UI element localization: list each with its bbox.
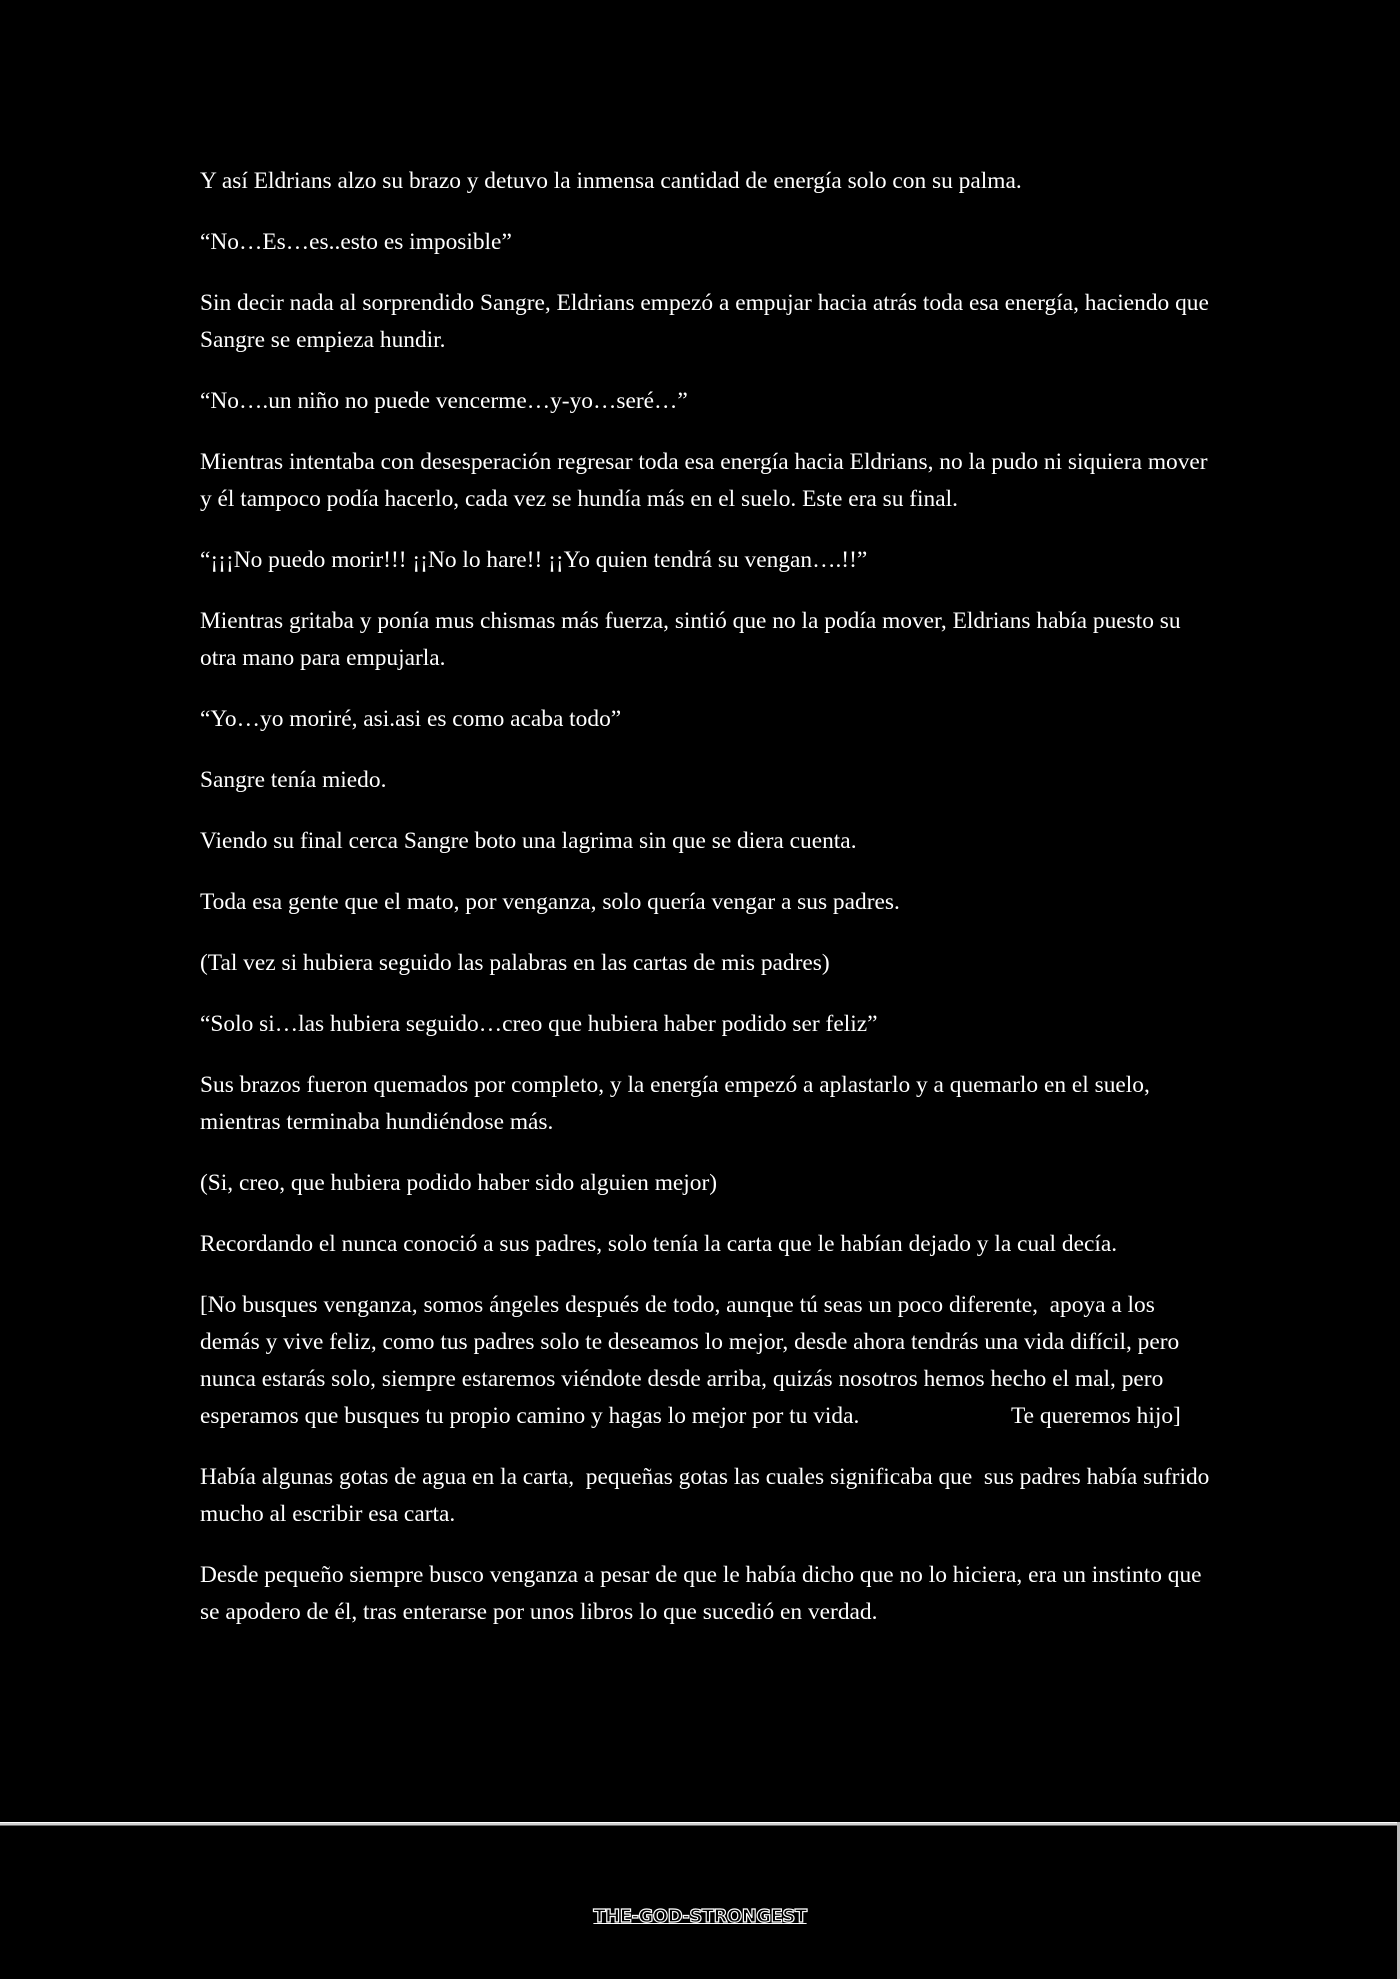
paragraph: (Tal vez si hubiera seguido las palabras en las cartas de mis padres) [200,950,830,976]
paragraph: Toda esa gente que el mato, por venganza, solo quería vengar a sus padres. [200,889,900,915]
paragraph: (Si, creo, que hubiera podido haber sido alguien mejor) [200,1170,718,1196]
paragraph: “Solo si…las hubiera seguido…creo que hubiera haber podido ser feliz” [200,1011,878,1037]
paragraph: Desde pequeño siempre busco venganza a pesar de que le había dicho que no lo hiciera, era un instinto que se apodero de él, tras enterarse por unos libros lo que sucedió en verdad. [200,1562,1208,1625]
paragraph: Sus brazos fueron quemados por completo, y la energía empezó a aplastarlo y a quemarlo en el suelo, mientras terminaba hundiéndose más. [200,1072,1156,1135]
paragraph: Viendo su final cerca Sangre boto una lagrima sin que se diera cuenta. [200,828,857,854]
footer-divider [0,1822,1400,1826]
paragraph: Y así Eldrians alzo su brazo y detuvo la inmensa cantidad de energía solo con su palma. [200,168,1022,194]
footer-brand-logo: THE-GOD-STRONGEST [593,1906,807,1927]
paragraph: “¡¡¡No puedo morir!!! ¡¡No lo hare!! ¡¡Yo quien tendrá su vengan….!!” [200,547,868,573]
letter-paragraph: [No busques venganza, somos ángeles después de todo, aunque tú seas un poco diferente, apoya a los demás y vive feliz, como tus padres solo te deseamos lo mejor, desde ahora tendrás una vida difícil, pero nunca estarás solo, siempre estaremos viéndote desde arriba, quizás nosotros hemos hecho el mal, pero esperamos que busques tu propio camino y hagas lo mejor por tu vida. Te queremos hijo] [200,1292,1186,1429]
paragraph: “No…Es…es..esto es imposible” [200,229,512,255]
paragraph: Sangre tenía miedo. [200,767,387,793]
paragraph: Mientras gritaba y ponía mus chismas más fuerza, sintió que no la podía mover, Eldrians había puesto su otra mano para empujarla. [200,608,1187,671]
paragraph: Sin decir nada al sorprendido Sangre, Eldrians empezó a empujar hacia atrás toda esa energía, haciendo que Sangre se empieza hundir. [200,290,1215,353]
paragraph: Mientras intentaba con desesperación regresar toda esa energía hacia Eldrians, no la pudo ni siquiera mover y él tampoco podía hacerlo, cada vez se hundía más en el suelo. Este era su final. [200,449,1214,512]
paragraph: Había algunas gotas de agua en la carta, pequeñas gotas las cuales significaba que sus padres había sufrido mucho al escribir esa carta. [200,1464,1216,1527]
paragraph: Recordando el nunca conoció a sus padres, solo tenía la carta que le habían dejado y la cual decía. [200,1231,1118,1257]
paragraph: “Yo…yo moriré, asi.asi es como acaba todo” [200,706,622,732]
paragraph: “No….un niño no puede vencerme…y-yo…seré…” [200,388,688,414]
story-text [200,163,1216,1655]
